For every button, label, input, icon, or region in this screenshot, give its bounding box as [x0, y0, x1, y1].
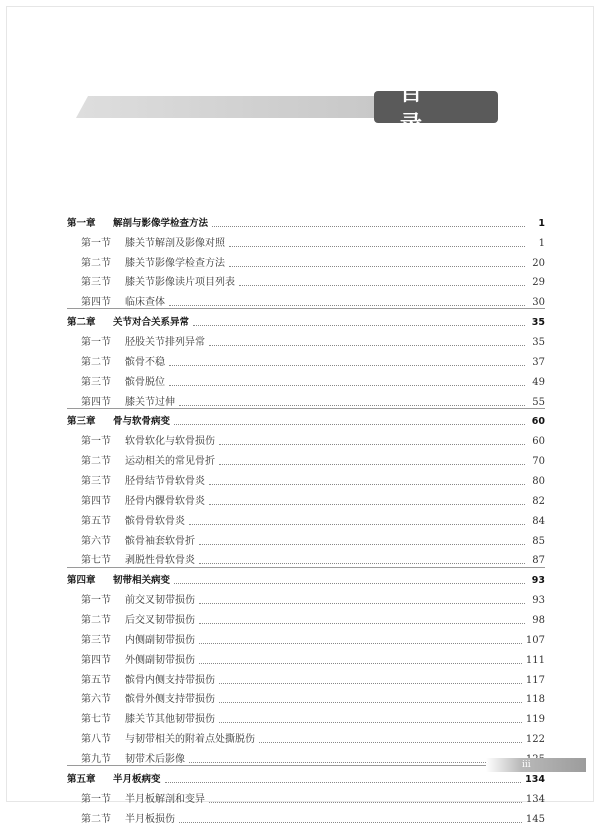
chapter-page: 1: [538, 217, 545, 229]
dot-leader: [229, 246, 525, 247]
dot-leader: [165, 782, 522, 783]
section-title: 剥脱性骨软骨炎: [125, 555, 195, 567]
section-label: 第四节: [81, 396, 111, 408]
page-number: iii: [522, 760, 531, 770]
section-page: 70: [532, 456, 545, 468]
dot-leader: [189, 524, 525, 525]
section-page: 117: [525, 674, 545, 686]
dot-leader: [219, 702, 522, 703]
dot-leader: [199, 663, 522, 664]
section-page: 119: [525, 714, 545, 726]
section-label: 第四节: [81, 297, 111, 309]
chapter-divider: [67, 567, 545, 568]
section-label: 第二节: [81, 456, 111, 468]
section-title: 膝关节影像读片项目列表: [125, 277, 235, 289]
chapter-label: 第三章: [67, 416, 96, 428]
section-title: 胫骨结节骨软骨炎: [125, 476, 205, 488]
section-label: 第二节: [81, 257, 111, 269]
dot-leader: [219, 464, 525, 465]
section-label: 第五节: [81, 515, 111, 527]
chapter-title: 解剖与影像学检查方法: [113, 217, 209, 229]
section-label: 第三节: [81, 277, 111, 289]
chapter-label: 第一章: [67, 217, 96, 229]
dot-leader: [169, 365, 525, 366]
section-label: 第一节: [81, 237, 111, 249]
toc-section-entry[interactable]: [67, 250, 545, 270]
section-title: 临床查体: [125, 297, 165, 309]
section-title: 髌骨袖套软骨折: [125, 535, 195, 547]
section-page: 37: [532, 356, 545, 368]
section-page: 60: [532, 436, 545, 448]
toc-section-entry[interactable]: [67, 389, 545, 409]
section-title: 髌骨不稳: [125, 356, 165, 368]
section-page: 98: [532, 615, 545, 627]
section-title: 软骨软化与软骨损伤: [125, 436, 215, 448]
section-title: 运动相关的常见骨折: [125, 456, 215, 468]
dot-leader: [179, 822, 522, 823]
section-page: 30: [532, 297, 545, 309]
chapter-divider: [67, 765, 545, 766]
section-label: 第七节: [81, 714, 111, 726]
dot-leader: [199, 563, 525, 564]
section-page: 122: [525, 734, 545, 746]
toc-section-entry[interactable]: [67, 270, 545, 290]
section-label: 第二节: [81, 813, 111, 825]
section-page: 1: [538, 237, 545, 249]
section-label: 第四节: [81, 495, 111, 507]
dot-leader: [209, 484, 525, 485]
toc-section-entry[interactable]: [67, 607, 545, 627]
section-label: 第三节: [81, 376, 111, 388]
toc-section-entry[interactable]: [67, 687, 545, 707]
dot-leader: [169, 385, 525, 386]
dot-leader: [199, 643, 522, 644]
section-title: 髌骨外侧支持带损伤: [125, 694, 215, 706]
chapter-page: 35: [531, 317, 545, 329]
toc-section-entry[interactable]: [67, 448, 545, 468]
section-title: 膝关节过伸: [125, 396, 175, 408]
section-label: 第七节: [81, 555, 111, 567]
section-page: 85: [532, 535, 545, 547]
section-page: 107: [525, 634, 545, 646]
section-label: 第一节: [81, 436, 111, 448]
section-title: 半月板解剖和变异: [125, 793, 205, 805]
chapter-label: 第四章: [67, 575, 96, 587]
section-title: 与韧带相关的附着点处撕脱伤: [125, 734, 255, 746]
chapter-divider: [67, 308, 545, 309]
dot-leader: [239, 285, 525, 286]
section-title: 胫股关节排列异常: [125, 337, 205, 349]
section-page: 93: [532, 595, 545, 607]
section-page: 49: [532, 376, 545, 388]
section-label: 第六节: [81, 694, 111, 706]
toc-chapter-entry[interactable]: [67, 409, 545, 429]
section-title: 膝关节影像学检查方法: [125, 257, 225, 269]
section-title: 胫骨内髁骨软骨炎: [125, 495, 205, 507]
dot-leader: [212, 226, 525, 227]
toc-section-entry[interactable]: [67, 428, 545, 448]
chapter-page: 60: [531, 416, 545, 428]
toc-section-entry[interactable]: [67, 528, 545, 548]
dot-leader: [174, 583, 525, 584]
toc-chapter-entry[interactable]: [67, 567, 545, 587]
section-label: 第二节: [81, 356, 111, 368]
section-label: 第五节: [81, 674, 111, 686]
dot-leader: [169, 305, 525, 306]
section-page: 29: [532, 277, 545, 289]
toc-section-entry[interactable]: [67, 706, 545, 726]
section-page: 55: [532, 396, 545, 408]
dot-leader: [199, 623, 525, 624]
toc-chapter-entry[interactable]: [67, 210, 545, 230]
chapter-page: 134: [525, 773, 545, 785]
chapter-label: 第五章: [67, 773, 96, 785]
section-label: 第一节: [81, 595, 111, 607]
section-label: 第三节: [81, 634, 111, 646]
toc-section-entry[interactable]: [67, 786, 545, 806]
toc-section-entry[interactable]: [67, 329, 545, 349]
chapter-title: 关节对合关系异常: [113, 317, 190, 329]
toc-section-entry[interactable]: [67, 627, 545, 647]
section-label: 第六节: [81, 535, 111, 547]
section-label: 第一节: [81, 337, 111, 349]
page-title: 目 录: [374, 91, 498, 123]
toc-section-entry[interactable]: [67, 468, 545, 488]
chapter-divider: [67, 408, 545, 409]
table-of-contents: [67, 210, 545, 826]
toc-section-entry[interactable]: [67, 726, 545, 746]
toc-section-entry[interactable]: [67, 230, 545, 250]
section-title: 外侧副韧带损伤: [125, 654, 195, 666]
toc-section-entry[interactable]: [67, 369, 545, 389]
section-title: 髌骨内侧支持带损伤: [125, 674, 215, 686]
section-title: 膝关节其他韧带损伤: [125, 714, 215, 726]
dot-leader: [193, 325, 525, 326]
header-band: [76, 96, 406, 118]
dot-leader: [199, 603, 525, 604]
toc-section-entry[interactable]: [67, 289, 545, 309]
section-page: 20: [532, 257, 545, 269]
dot-leader: [189, 762, 522, 763]
section-label: 第二节: [81, 615, 111, 627]
toc-section-entry[interactable]: [67, 587, 545, 607]
dot-leader: [199, 544, 525, 545]
footer-bar: [486, 758, 586, 772]
section-page: 80: [532, 476, 545, 488]
dot-leader: [209, 802, 522, 803]
section-page: 134: [525, 793, 545, 805]
toc-section-entry[interactable]: [67, 508, 545, 528]
section-title: 后交叉韧带损伤: [125, 615, 195, 627]
dot-leader: [219, 683, 522, 684]
section-title: 半月板损伤: [125, 813, 175, 825]
section-page: 145: [525, 813, 545, 825]
chapter-title: 韧带相关病变: [113, 575, 171, 587]
toc-section-entry[interactable]: [67, 647, 545, 667]
toc-section-entry[interactable]: [67, 349, 545, 369]
section-title: 髌骨骨软骨炎: [125, 515, 185, 527]
toc-section-entry[interactable]: [67, 548, 545, 568]
toc-section-entry[interactable]: [67, 667, 545, 687]
dot-leader: [219, 722, 522, 723]
section-label: 第九节: [81, 754, 111, 766]
toc-chapter-entry[interactable]: [67, 766, 545, 786]
section-title: 前交叉韧带损伤: [125, 595, 195, 607]
section-label: 第一节: [81, 793, 111, 805]
section-label: 第三节: [81, 476, 111, 488]
chapter-page: 93: [531, 575, 545, 587]
dot-leader: [179, 405, 525, 406]
section-page: 111: [525, 654, 545, 666]
dot-leader: [209, 504, 525, 505]
chapter-label: 第二章: [67, 317, 96, 329]
toc-section-entry[interactable]: [67, 746, 545, 766]
dot-leader: [219, 444, 525, 445]
dot-leader: [229, 266, 525, 267]
section-page: 118: [525, 694, 545, 706]
section-page: 82: [532, 495, 545, 507]
chapter-title: 半月板病变: [113, 773, 161, 785]
dot-leader: [209, 345, 525, 346]
section-page: 87: [532, 555, 545, 567]
section-label: 第四节: [81, 654, 111, 666]
toc-section-entry[interactable]: [67, 488, 545, 508]
toc-section-entry[interactable]: [67, 806, 545, 826]
section-page: 35: [532, 337, 545, 349]
dot-leader: [259, 742, 522, 743]
section-title: 膝关节解剖及影像对照: [125, 237, 225, 249]
section-title: 韧带术后影像: [125, 754, 185, 766]
toc-chapter-entry[interactable]: [67, 309, 545, 329]
section-page: 84: [532, 515, 545, 527]
dot-leader: [174, 424, 525, 425]
section-label: 第八节: [81, 734, 111, 746]
section-title: 内侧副韧带损伤: [125, 634, 195, 646]
chapter-title: 骨与软骨病变: [113, 416, 171, 428]
section-title: 髌骨脱位: [125, 376, 165, 388]
